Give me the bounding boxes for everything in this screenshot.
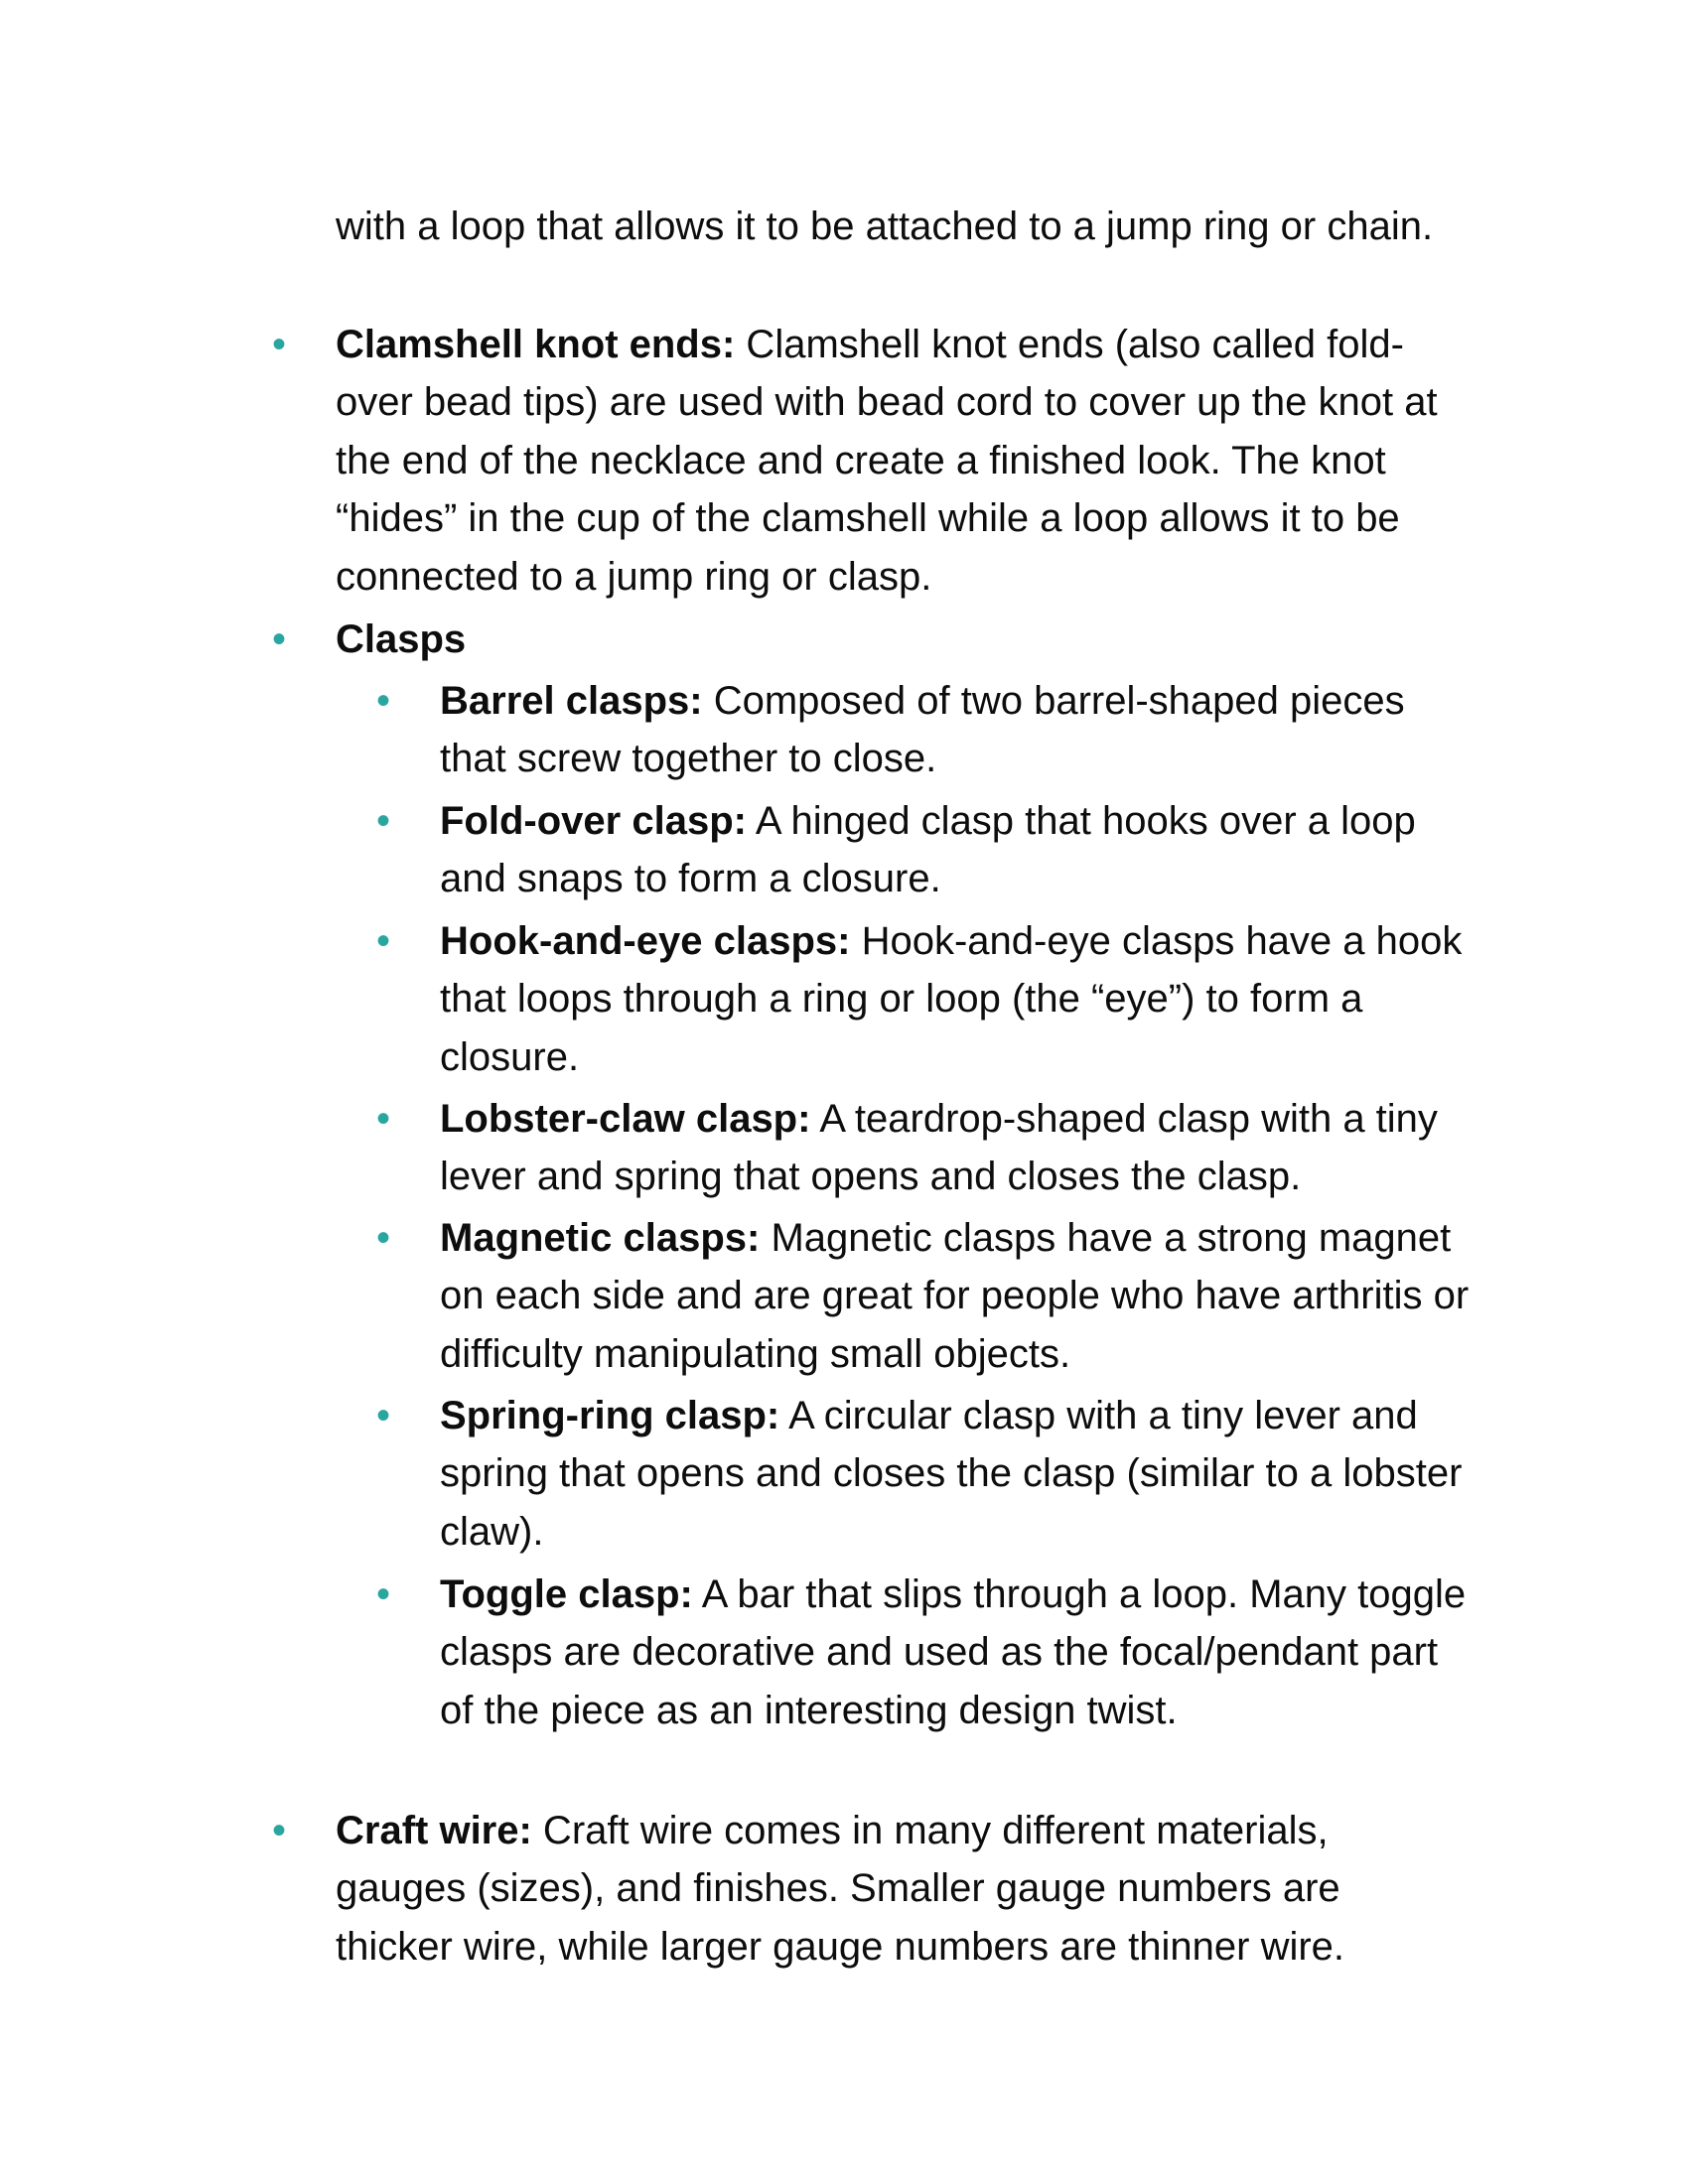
list-item-term: Craft wire: bbox=[336, 1809, 532, 1852]
sublist-item-barrel-clasps bbox=[440, 672, 1477, 788]
sublist-item-toggle-clasp bbox=[440, 1566, 1477, 1739]
list-item-text: Composed of two barrel-shaped pieces that screw together to close. bbox=[440, 679, 1405, 781]
list-item-term: Clasps bbox=[336, 617, 467, 661]
list-item-clamshell-knot-ends bbox=[336, 316, 1468, 606]
list-item-craft-wire bbox=[336, 1802, 1468, 1976]
bullet-icon: • bbox=[376, 919, 391, 963]
bullet-icon: • bbox=[272, 617, 287, 661]
list-item-text: Magnetic clasps have a strong magnet on each side and are great for people who have arthritis or difficulty manipulating small objects. bbox=[440, 1216, 1470, 1376]
list-item-text: A hinged clasp that hooks over a loop and snaps to form a closure. bbox=[440, 799, 1416, 901]
bullet-icon: • bbox=[272, 1809, 287, 1852]
bullet-icon: • bbox=[376, 679, 391, 723]
list-item-term: Hook-and-eye clasps: bbox=[440, 919, 851, 963]
sublist-item-lobster-claw-clasp bbox=[440, 1090, 1477, 1206]
list-item-text: Hook-and-eye clasps have a hook that loops through a ring or loop (the “eye”) to form a closure. bbox=[440, 919, 1463, 1079]
list-item-text: Craft wire comes in many different materials, gauges (sizes), and finishes. Smaller gauge numbers are thicker wire, while larger gauge numbers are thinner wire. bbox=[336, 1809, 1345, 1969]
bullet-icon: • bbox=[376, 799, 391, 843]
sublist-item-magnetic-clasps bbox=[440, 1209, 1477, 1383]
bullet-icon: • bbox=[376, 1394, 391, 1437]
list-item-term: Spring-ring clasp: bbox=[440, 1394, 780, 1437]
list-item-text: A bar that slips through a loop. Many toggle clasps are decorative and used as the focal/pendant part of the piece as an interesting design twist. bbox=[440, 1572, 1467, 1732]
list-item-text: A teardrop-shaped clasp with a tiny lever and spring that opens and closes the clasp. bbox=[440, 1097, 1438, 1199]
bullet-icon: • bbox=[376, 1097, 391, 1141]
list-item-term: Magnetic clasps: bbox=[440, 1216, 761, 1260]
bullet-icon: • bbox=[376, 1572, 391, 1616]
continuation-paragraph: with a loop that allows it to be attached to a jump ring or chain. bbox=[336, 205, 1434, 248]
list-item-term: Toggle clasp: bbox=[440, 1572, 693, 1616]
list-item-clasps bbox=[336, 611, 1468, 668]
bullet-icon: • bbox=[272, 323, 287, 366]
sublist-item-spring-ring-clasp bbox=[440, 1387, 1477, 1561]
bullet-icon: • bbox=[376, 1216, 391, 1260]
list-item-text: Clamshell knot ends (also called fold-over bead tips) are used with bead cord to cover up the knot at the end of the necklace and create a finished look. The knot “hides” in the cup of the clamshell while a loop allows it to be connected to a jump ring or clasp. bbox=[336, 323, 1438, 599]
sublist-item-fold-over-clasp bbox=[440, 792, 1477, 908]
list-item-term: Lobster-claw clasp: bbox=[440, 1097, 811, 1141]
list-item-term: Barrel clasps: bbox=[440, 679, 703, 723]
list-item-term: Fold-over clasp: bbox=[440, 799, 747, 843]
sublist-item-hook-and-eye-clasps bbox=[440, 912, 1477, 1086]
list-item-term: Clamshell knot ends: bbox=[336, 323, 736, 366]
list-item-text: A circular clasp with a tiny lever and spring that opens and closes the clasp (similar to a lobster claw). bbox=[440, 1394, 1463, 1554]
